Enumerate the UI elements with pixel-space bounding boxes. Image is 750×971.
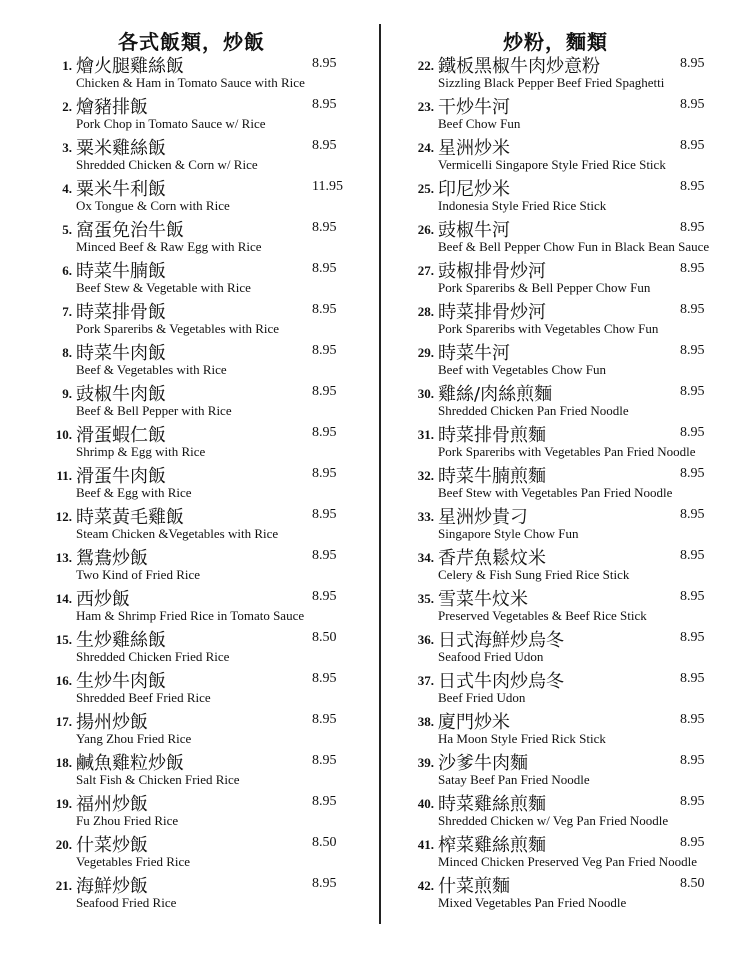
item-english-name: Vermicelli Singapore Style Fried Rice Stick (438, 157, 666, 172)
item-chinese-name: 燴火腿雞絲飯 (76, 56, 184, 77)
noodle-section-heading: 炒粉，麵類 (503, 30, 608, 54)
item-english-name: Beef Fried Udon (438, 690, 526, 705)
item-price: 8.95 (680, 835, 705, 850)
menu-item (28, 93, 368, 134)
menu-item-header (28, 462, 368, 487)
item-chinese-name: 時菜牛腩煎麵 (438, 466, 546, 487)
item-number: 26. (417, 222, 434, 237)
item-chinese-name: 福州炒飯 (76, 794, 148, 815)
menu-item (390, 544, 730, 585)
rice-menu-column (28, 52, 368, 913)
item-english-name: Pork Chop in Tomato Sauce w/ Rice (76, 116, 266, 131)
item-price: 8.95 (680, 302, 705, 317)
item-number: 28. (417, 304, 434, 319)
menu-item (390, 872, 730, 913)
item-chinese-name: 鐵板黑椒牛肉炒意粉 (438, 56, 600, 77)
item-number: 42. (417, 878, 434, 893)
menu-item-header (390, 421, 730, 446)
menu-item (390, 585, 730, 626)
item-price: 8.95 (680, 343, 705, 358)
item-chinese-name: 揚州炒飯 (76, 712, 148, 733)
item-english-name: Shredded Chicken Fried Rice (76, 649, 230, 664)
menu-item (28, 257, 368, 298)
menu-item-header (28, 216, 368, 241)
item-english-name: Beef Stew with Vegetables Pan Fried Noodle (438, 485, 673, 500)
menu-item (28, 708, 368, 749)
item-english-name: Seafood Fried Udon (438, 649, 544, 664)
item-price: 8.95 (312, 56, 337, 71)
item-number: 29. (417, 345, 434, 360)
item-chinese-name: 生炒牛肉飯 (76, 671, 166, 692)
item-price: 8.95 (680, 220, 705, 235)
item-chinese-name: 鹹魚雞粒炒飯 (76, 753, 184, 774)
column-divider (379, 24, 381, 924)
item-english-name: Two Kind of Fried Rice (76, 567, 201, 582)
item-price: 8.95 (312, 507, 337, 522)
item-price: 8.95 (680, 712, 705, 727)
menu-item (390, 503, 730, 544)
menu-item-header (28, 831, 368, 856)
menu-item (28, 380, 368, 421)
item-chinese-name: 干炒牛河 (438, 97, 510, 118)
menu-item-header (390, 872, 730, 897)
item-english-name: Beef with Vegetables Chow Fun (438, 362, 607, 377)
menu-item-header (390, 257, 730, 282)
item-chinese-name: 雞絲/肉絲煎麵 (438, 384, 553, 405)
item-chinese-name: 滑蛋牛肉飯 (76, 466, 166, 487)
item-number: 4. (62, 181, 72, 196)
item-chinese-name: 時菜排骨炒河 (438, 302, 546, 323)
menu-item-header (28, 503, 368, 528)
menu-item-header (28, 749, 368, 774)
item-price: 8.95 (680, 753, 705, 768)
item-chinese-name: 粟米牛利飯 (76, 179, 166, 200)
item-english-name: Indonesia Style Fried Rice Stick (438, 198, 607, 213)
item-price: 8.95 (680, 671, 705, 686)
item-chinese-name: 時菜雞絲煎麵 (438, 794, 546, 815)
item-chinese-name: 燴豬排飯 (76, 97, 148, 118)
menu-item-header (28, 872, 368, 897)
item-price: 8.95 (312, 97, 337, 112)
item-english-name: Beef Chow Fun (438, 116, 521, 131)
item-price: 8.95 (680, 466, 705, 481)
menu-item-header (28, 339, 368, 364)
item-number: 10. (55, 427, 72, 442)
menu-item (390, 626, 730, 667)
item-price: 8.95 (312, 712, 337, 727)
item-english-name: Ox Tongue & Corn with Rice (76, 198, 230, 213)
item-english-name: Shredded Chicken Pan Fried Noodle (438, 403, 629, 418)
menu-item (28, 134, 368, 175)
item-english-name: Satay Beef Pan Fried Noodle (438, 772, 590, 787)
item-chinese-name: 香芹魚鬆炆米 (438, 548, 546, 569)
item-number: 35. (417, 591, 434, 606)
rice-section-heading: 各式飯類，炒飯 (118, 30, 265, 54)
item-price: 8.95 (312, 589, 337, 604)
item-english-name: Pork Spareribs & Bell Pepper Chow Fun (438, 280, 651, 295)
item-price: 8.95 (312, 302, 337, 317)
item-english-name: Pork Spareribs with Vegetables Pan Fried Noodle (438, 444, 696, 459)
item-chinese-name: 沙爹牛肉麵 (438, 753, 528, 774)
item-english-name: Pork Spareribs & Vegetables with Rice (76, 321, 280, 336)
item-number: 3. (62, 140, 72, 155)
item-number: 23. (417, 99, 434, 114)
menu-item-header (28, 134, 368, 159)
item-number: 36. (417, 632, 434, 647)
menu-item-header (28, 667, 368, 692)
menu-item-header (28, 380, 368, 405)
menu-item (28, 462, 368, 503)
item-english-name: Mixed Vegetables Pan Fried Noodle (438, 895, 627, 910)
item-chinese-name: 西炒飯 (76, 589, 130, 610)
item-chinese-name: 廈門炒米 (438, 712, 510, 733)
menu-item (390, 298, 730, 339)
item-chinese-name: 星洲炒貴刁 (438, 507, 528, 528)
item-price: 8.95 (312, 384, 337, 399)
menu-item (390, 462, 730, 503)
item-number: 9. (62, 386, 72, 401)
item-price: 8.95 (312, 671, 337, 686)
item-price: 8.95 (680, 548, 705, 563)
menu-item (28, 175, 368, 216)
menu-item-header (390, 175, 730, 200)
item-price: 8.50 (312, 835, 337, 850)
item-chinese-name: 什菜煎麵 (438, 876, 510, 897)
item-price: 8.95 (680, 56, 705, 71)
item-chinese-name: 什菜炒飯 (76, 835, 148, 856)
item-number: 2. (62, 99, 72, 114)
menu-item-header (28, 257, 368, 282)
item-price: 8.95 (680, 261, 705, 276)
item-number: 25. (417, 181, 434, 196)
item-number: 31. (417, 427, 434, 442)
item-price: 8.95 (312, 425, 337, 440)
menu-item (28, 585, 368, 626)
item-number: 39. (417, 755, 434, 770)
menu-item-header (390, 831, 730, 856)
menu-item-header (28, 790, 368, 815)
item-number: 32. (417, 468, 434, 483)
item-price: 8.95 (680, 589, 705, 604)
item-chinese-name: 星洲炒米 (438, 138, 510, 159)
item-number: 19. (55, 796, 72, 811)
item-number: 8. (62, 345, 72, 360)
item-number: 15. (55, 632, 72, 647)
item-english-name: Shredded Chicken w/ Veg Pan Fried Noodle (438, 813, 669, 828)
item-english-name: Vegetables Fried Rice (76, 854, 191, 869)
item-price: 11.95 (312, 179, 343, 194)
item-chinese-name: 時菜牛河 (438, 343, 510, 364)
item-chinese-name: 日式牛肉炒烏冬 (438, 671, 564, 692)
item-english-name: Yang Zhou Fried Rice (76, 731, 192, 746)
menu-item-header (28, 585, 368, 610)
item-number: 30. (417, 386, 434, 401)
item-chinese-name: 雪菜牛炆米 (438, 589, 528, 610)
item-chinese-name: 榨菜雞絲煎麵 (438, 835, 546, 856)
menu-item-header (390, 462, 730, 487)
item-number: 38. (417, 714, 434, 729)
menu-item-header (390, 339, 730, 364)
menu-item (390, 134, 730, 175)
item-english-name: Sizzling Black Pepper Beef Fried Spaghetti (438, 75, 665, 90)
item-price: 8.95 (312, 138, 337, 153)
menu-item (390, 421, 730, 462)
menu-item-header (390, 708, 730, 733)
menu-item (28, 790, 368, 831)
item-english-name: Shredded Chicken & Corn w/ Rice (76, 157, 258, 172)
item-number: 16. (55, 673, 72, 688)
item-number: 6. (62, 263, 72, 278)
menu-item-header (28, 708, 368, 733)
item-number: 20. (55, 837, 72, 852)
menu-item (28, 749, 368, 790)
item-chinese-name: 粟米雞絲飯 (76, 138, 166, 159)
item-english-name: Beef & Bell Pepper Chow Fun in Black Bean Sauce (438, 239, 710, 254)
item-number: 13. (55, 550, 72, 565)
item-chinese-name: 時菜黃毛雞飯 (76, 507, 184, 528)
item-number: 24. (417, 140, 434, 155)
menu-item-header (390, 626, 730, 651)
item-english-name: Beef & Bell Pepper with Rice (76, 403, 232, 418)
item-price: 8.95 (680, 425, 705, 440)
item-chinese-name: 時菜牛腩飯 (76, 261, 166, 282)
menu-item (28, 421, 368, 462)
menu-item (390, 790, 730, 831)
menu-item-header (390, 52, 730, 77)
menu-item-header (390, 216, 730, 241)
item-price: 8.95 (680, 507, 705, 522)
item-price: 8.95 (680, 97, 705, 112)
menu-item (390, 93, 730, 134)
item-english-name: Ham & Shrimp Fried Rice in Tomato Sauce (76, 608, 305, 623)
menu-item (390, 667, 730, 708)
menu-item (390, 339, 730, 380)
item-price: 8.95 (312, 261, 337, 276)
menu-item-header (390, 503, 730, 528)
item-price: 8.95 (680, 138, 705, 153)
menu-item (390, 257, 730, 298)
item-number: 34. (417, 550, 434, 565)
menu-item (28, 831, 368, 872)
menu-item (390, 831, 730, 872)
menu-item-header (28, 93, 368, 118)
item-chinese-name: 時菜排骨煎麵 (438, 425, 546, 446)
item-price: 8.95 (312, 794, 337, 809)
item-english-name: Shredded Beef Fried Rice (76, 690, 211, 705)
item-price: 8.95 (680, 384, 705, 399)
item-price: 8.95 (312, 548, 337, 563)
item-number: 27. (417, 263, 434, 278)
item-english-name: Beef & Vegetables with Rice (76, 362, 227, 377)
item-english-name: Preserved Vegetables & Beef Rice Stick (438, 608, 647, 623)
item-chinese-name: 日式海鮮炒烏冬 (438, 630, 564, 651)
item-number: 7. (62, 304, 72, 319)
menu-item (28, 872, 368, 913)
item-price: 8.95 (312, 753, 337, 768)
menu-item-header (28, 175, 368, 200)
menu-item (28, 667, 368, 708)
item-price: 8.95 (312, 876, 337, 891)
item-chinese-name: 鴛鴦炒飯 (76, 548, 148, 569)
item-english-name: Minced Beef & Raw Egg with Rice (76, 239, 262, 254)
item-chinese-name: 時菜排骨飯 (76, 302, 166, 323)
item-number: 33. (417, 509, 434, 524)
menu-item (28, 544, 368, 585)
menu-item-header (390, 380, 730, 405)
item-chinese-name: 時菜牛肉飯 (76, 343, 166, 364)
menu-item (390, 749, 730, 790)
item-english-name: Pork Spareribs with Vegetables Chow Fun (438, 321, 659, 336)
item-number: 11. (56, 468, 72, 483)
menu-item-header (390, 93, 730, 118)
item-english-name: Celery & Fish Sung Fried Rice Stick (438, 567, 630, 582)
item-chinese-name: 窩蛋免治牛飯 (76, 220, 184, 241)
item-english-name: Seafood Fried Rice (76, 895, 177, 910)
menu-item (28, 339, 368, 380)
item-price: 8.95 (312, 466, 337, 481)
item-number: 41. (417, 837, 434, 852)
menu-item-header (28, 421, 368, 446)
item-number: 17. (55, 714, 72, 729)
item-price: 8.50 (312, 630, 337, 645)
item-number: 21. (55, 878, 72, 893)
item-chinese-name: 滑蛋蝦仁飯 (76, 425, 166, 446)
menu-item-header (28, 544, 368, 569)
item-price: 8.95 (680, 179, 705, 194)
menu-item (28, 52, 368, 93)
noodle-menu-column (390, 52, 730, 913)
item-price: 8.95 (312, 343, 337, 358)
item-english-name: Singapore Style Chow Fun (438, 526, 579, 541)
item-english-name: Chicken & Ham in Tomato Sauce with Rice (76, 75, 305, 90)
item-number: 14. (55, 591, 72, 606)
item-chinese-name: 印尼炒米 (438, 179, 510, 200)
item-chinese-name: 海鮮炒飯 (76, 876, 148, 897)
menu-item (28, 298, 368, 339)
item-price: 8.95 (312, 220, 337, 235)
item-number: 12. (55, 509, 72, 524)
item-price: 8.50 (680, 876, 705, 891)
item-chinese-name: 豉椒排骨炒河 (438, 261, 546, 282)
menu-item (28, 626, 368, 667)
item-chinese-name: 豉椒牛河 (438, 220, 510, 241)
item-english-name: Beef & Egg with Rice (76, 485, 192, 500)
menu-item-header (28, 52, 368, 77)
item-english-name: Steam Chicken &Vegetables with Rice (76, 526, 279, 541)
menu-item (390, 52, 730, 93)
item-english-name: Ha Moon Style Fried Rick Stick (438, 731, 606, 746)
menu-item (390, 380, 730, 421)
item-number: 37. (417, 673, 434, 688)
item-chinese-name: 生炒雞絲飯 (76, 630, 166, 651)
item-price: 8.95 (680, 794, 705, 809)
menu-item-header (390, 585, 730, 610)
menu-item-header (390, 298, 730, 323)
item-english-name: Beef Stew & Vegetable with Rice (76, 280, 251, 295)
item-english-name: Minced Chicken Preserved Veg Pan Fried Noodle (438, 854, 697, 869)
item-number: 5. (62, 222, 72, 237)
item-number: 40. (417, 796, 434, 811)
menu-item-header (390, 749, 730, 774)
item-chinese-name: 豉椒牛肉飯 (76, 384, 166, 405)
menu-item-header (390, 544, 730, 569)
menu-item (390, 708, 730, 749)
menu-item-header (28, 626, 368, 651)
menu-item (390, 175, 730, 216)
item-price: 8.95 (680, 630, 705, 645)
item-number: 22. (417, 58, 434, 73)
menu-item-header (390, 790, 730, 815)
menu-item-header (390, 667, 730, 692)
item-english-name: Fu Zhou Fried Rice (76, 813, 179, 828)
menu-item (390, 216, 730, 257)
menu-item (28, 216, 368, 257)
menu-item-header (390, 134, 730, 159)
item-english-name: Salt Fish & Chicken Fried Rice (76, 772, 240, 787)
item-number: 18. (55, 755, 72, 770)
item-english-name: Shrimp & Egg with Rice (76, 444, 206, 459)
menu-item (28, 503, 368, 544)
menu-item-header (28, 298, 368, 323)
item-number: 1. (62, 58, 72, 73)
